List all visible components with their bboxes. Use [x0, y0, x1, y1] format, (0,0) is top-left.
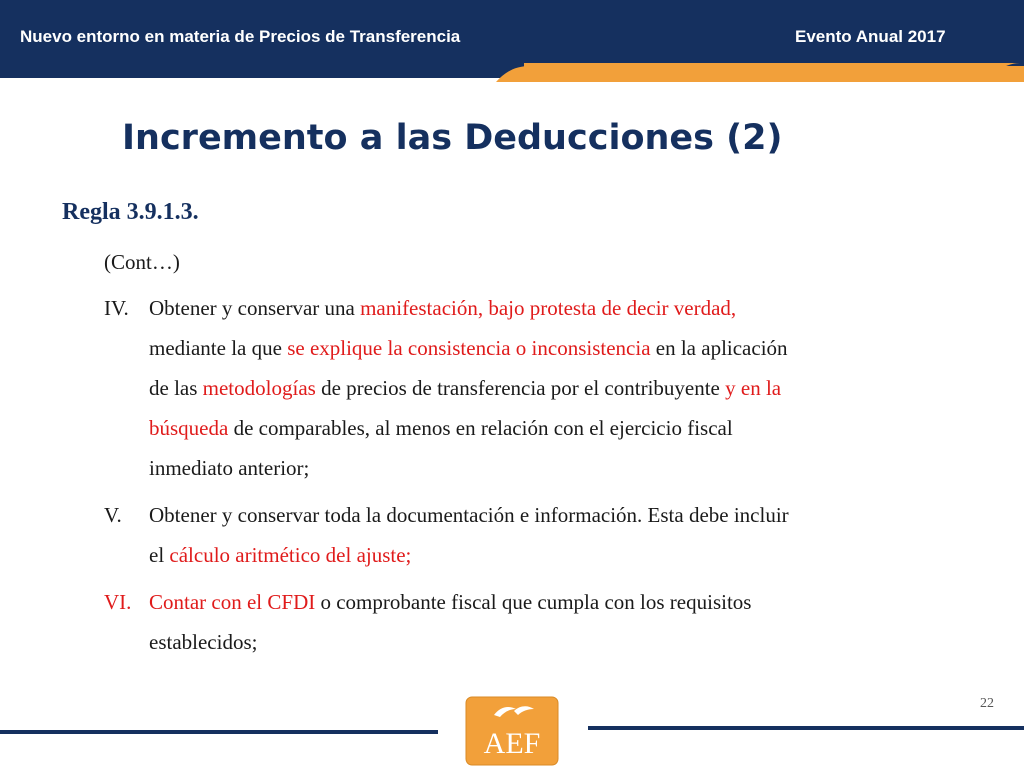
text-segment: Obtener y conservar toda la documentación e información. Esta debe incluir	[149, 503, 789, 527]
highlight-text: y en la	[725, 376, 782, 400]
highlight-text: metodologías	[202, 376, 316, 400]
highlight-text: manifestación, bajo protesta de decir verdad,	[360, 296, 737, 320]
highlight-text: se explique la consistencia o inconsistencia	[287, 336, 651, 360]
item-text	[149, 582, 949, 662]
text-segment: o comprobante fiscal que cumpla con los requisitos	[315, 590, 752, 614]
item-number: VI.	[104, 590, 132, 614]
item-number: V.	[104, 503, 122, 527]
item-text	[149, 288, 949, 488]
header-title: Nuevo entorno en materia de Precios de Transferencia	[20, 27, 461, 46]
rule-heading: Regla 3.9.1.3.	[62, 199, 199, 225]
item-number: IV.	[104, 296, 129, 320]
page-number: 22	[980, 696, 994, 711]
highlight-text: búsqueda	[149, 416, 229, 440]
highlight-text: cálculo aritmético del ajuste;	[169, 543, 412, 567]
highlight-text: Contar con el CFDI	[149, 590, 316, 614]
text-segment: en la aplicación	[650, 336, 788, 360]
footer-rule-left	[0, 730, 438, 734]
text-segment: de comparables, al menos en relación con el ejercicio fiscal	[228, 416, 733, 440]
text-segment: mediante la que	[149, 336, 288, 360]
logo-text: AEF	[483, 727, 541, 760]
text-segment: de precios de transferencia por el contribuyente	[315, 376, 726, 400]
header-event: Evento Anual 2017	[795, 27, 946, 46]
text-segment: establecidos;	[149, 630, 258, 654]
text-segment: el	[149, 543, 170, 567]
item-text	[149, 495, 949, 575]
orange-accent	[0, 60, 1024, 82]
text-segment: de las	[149, 376, 203, 400]
text-segment: inmediato anterior;	[149, 456, 310, 480]
text-segment: Obtener y conservar una	[149, 296, 361, 320]
continued-label: (Cont…)	[104, 250, 180, 274]
slide-title: Incremento a las Deducciones (2)	[122, 118, 783, 158]
footer-rule-right	[588, 726, 1024, 730]
aef-logo	[464, 695, 560, 767]
